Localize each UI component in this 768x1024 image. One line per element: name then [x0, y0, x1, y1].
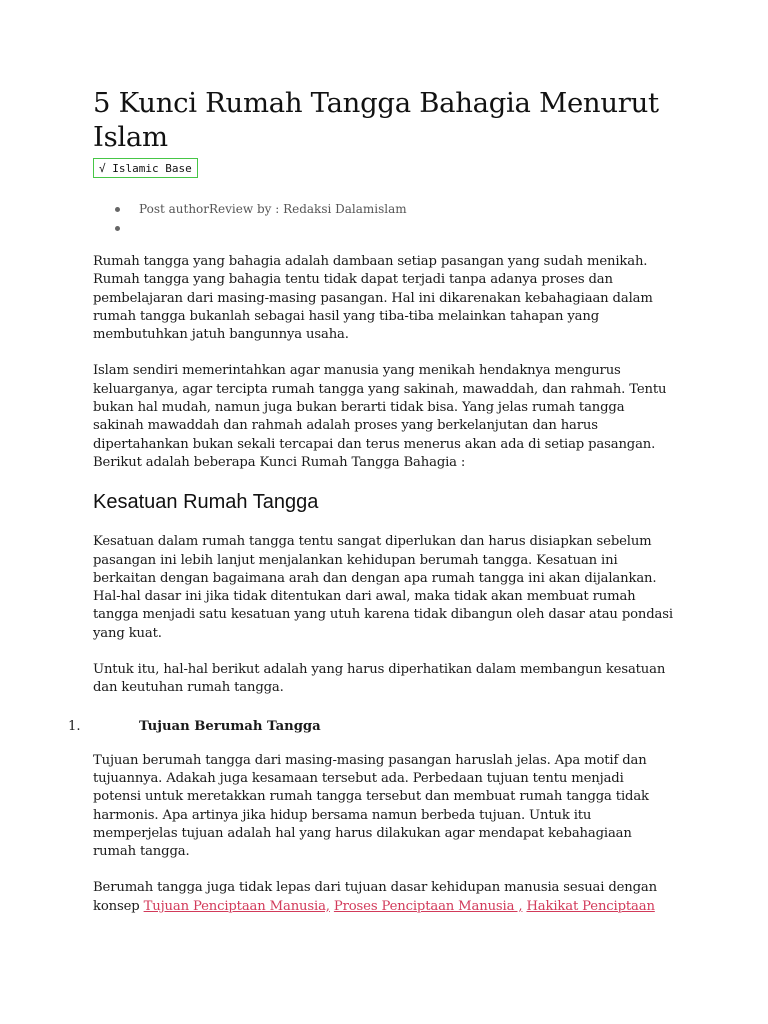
text-line: Untuk itu, hal-hal berikut adalah yang harus diperhatikan dalam membangun kesatuan — [93, 662, 666, 678]
text-line: yang kuat. — [93, 625, 162, 641]
text-line: dipertahankan bukan sekali tercapai dan terus menerus akan ada di setiap pasangan. — [93, 436, 656, 452]
list-item-label: Tujuan Berumah Tangga — [139, 718, 321, 734]
text-line: Rumah tangga yang bahagia tentu tidak dapat terjadi tanpa adanya proses dan — [93, 272, 613, 288]
page-title-line-2: Islam — [93, 121, 168, 153]
paragraph-islam — [93, 362, 693, 472]
text-line: dan keutuhan rumah tangga. — [93, 680, 284, 696]
paragraph-kesatuan — [93, 533, 693, 643]
text-line: tangga menjadi satu kesatuan yang utuh karena tidak dibangun oleh dasar atau pondasi — [93, 607, 673, 623]
text-line: rumah tangga. — [93, 844, 190, 860]
paragraph-tujuan — [93, 752, 693, 862]
text-line: pembelajaran dari masing-masing pasangan. Hal ini dikarenakan kebahagiaan dalam — [93, 290, 653, 306]
text-line: harmonis. Apa artinya jika hidup bersama namun berbeda tujuan. Untuk itu — [93, 807, 592, 823]
text-line: memperjelas tujuan adalah hal yang harus dilakukan agar mendapat kebahagiaan — [93, 825, 632, 841]
text-line: berkaitan dengan bagaimana arah dan dengan apa rumah tangga ini akan dijalankan. — [93, 570, 657, 586]
text-prefix: konsep — [93, 898, 144, 914]
list-item-number: 1. — [68, 718, 81, 734]
section-heading: Kesatuan Rumah Tangga — [93, 491, 319, 514]
text-line: Berikut adalah beberapa Kunci Rumah Tangga Bahagia : — [93, 454, 466, 470]
text-line: keluarganya, agar tercipta rumah tangga yang sakinah, mawaddah, dan rahmah. Tentu — [93, 381, 667, 397]
paragraph-untuk-itu — [93, 661, 693, 698]
text-line: potensi untuk meretakkan rumah tangga tersebut dan membuat rumah tangga tidak — [93, 789, 649, 805]
text-line: pasangan ini lebih lanjut menjalankan kehidupan berumah tangga. Kesatuan ini — [93, 552, 618, 568]
text-line: Rumah tangga yang bahagia adalah dambaan setiap pasangan yang sudah menikah. — [93, 254, 648, 269]
paragraph-konsep — [93, 879, 693, 916]
link-hakikat-penciptaan[interactable]: Hakikat Penciptaan — [526, 898, 655, 914]
link-tujuan-penciptaan-manusia[interactable]: Tujuan Penciptaan Manusia, — [143, 898, 330, 914]
text-line: Islam sendiri memerintahkan agar manusia yang menikah hendaknya mengurus — [93, 363, 621, 379]
post-author: Post authorReview by : Redaksi Dalamislam — [139, 202, 407, 216]
text-line: Berumah tangga juga tidak lepas dari tujuan dasar kehidupan manusia sesuai dengan — [93, 880, 657, 896]
link-proses-penciptaan-manusia[interactable]: Proses Penciptaan Manusia , — [333, 898, 523, 914]
list-item — [68, 718, 693, 736]
page-title — [93, 86, 693, 154]
page-title-line-1: 5 Kunci Rumah Tangga Bahagia Menurut — [93, 87, 659, 119]
text-line: Hal-hal dasar ini jika tidak ditentukan dari awal, maka tidak akan membuat rumah — [93, 589, 636, 605]
text-line: membutuhkan jatuh bangunnya usaha. — [93, 327, 349, 343]
bullet-icon — [115, 226, 120, 231]
text-line: Kesatuan dalam rumah tangga tentu sangat diperlukan dan harus disiapkan sebelum — [93, 534, 652, 550]
text-line: bukan hal mudah, namun juga bukan berarti tidak bisa. Yang jelas rumah tangga — [93, 400, 625, 416]
text-line: rumah tangga bukanlah sebagai hasil yang tiba-tiba melainkan tahapan yang — [93, 308, 600, 324]
post-meta-list — [93, 200, 693, 238]
article — [68, 86, 693, 916]
post-meta-item — [93, 200, 693, 219]
text-line: Tujuan berumah tangga dari masing-masing pasangan haruslah jelas. Apa motif dan — [93, 752, 647, 768]
post-meta-item — [93, 219, 693, 238]
text-line-with-links — [93, 898, 693, 916]
text-line: tujuannya. Adakah juga kesamaan tersebut ada. Perbedaan tujuan tentu menjadi — [93, 770, 624, 786]
text-line: sakinah mawaddah dan rahmah adalah proses yang berkelanjutan dan harus — [93, 418, 598, 434]
bullet-icon — [115, 207, 120, 212]
category-tag[interactable]: √ Islamic Base — [93, 158, 198, 178]
paragraph-intro — [93, 253, 693, 344]
